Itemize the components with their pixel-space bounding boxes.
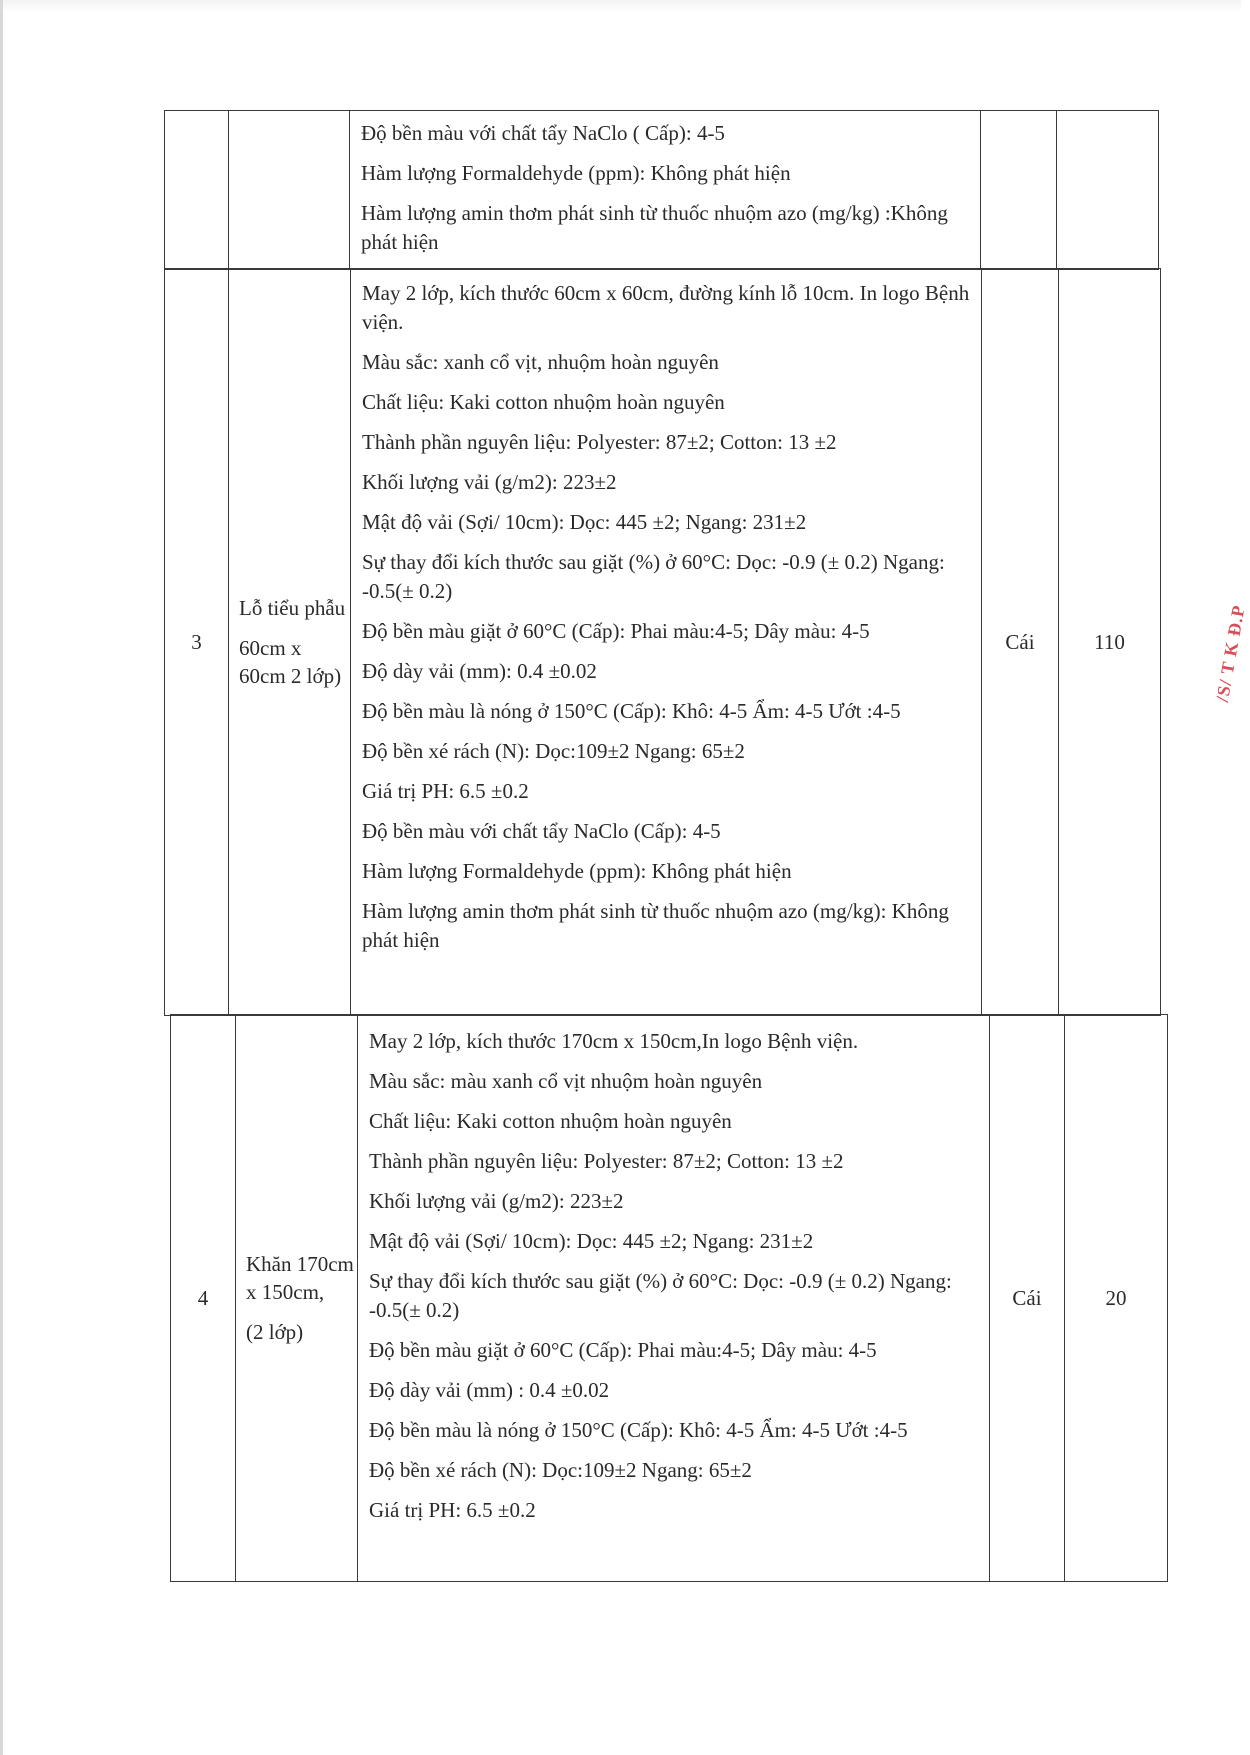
quantity-cell: 110: [1059, 269, 1161, 1016]
spec-line: Mật độ vải (Sợi/ 10cm): Dọc: 445 ±2; Ngang: 231±2: [369, 1229, 814, 1253]
spec-line: Mật độ vải (Sợi/ 10cm): Dọc: 445 ±2; Ngang: 231±2: [362, 510, 807, 534]
continuation-row: [164, 110, 1159, 270]
item-name-cell: [229, 269, 351, 1016]
spec-line: Độ bền màu giặt ở 60°C (Cấp): Phai màu:4-5; Dây màu: 4-5: [362, 619, 870, 643]
spec-line: Thành phần nguyên liệu: Polyester: 87±2; Cotton: 13 ±2: [369, 1149, 844, 1173]
spec-line: Độ bền màu với chất tẩy NaClo (Cấp): 4-5: [362, 819, 721, 843]
spec-line: Độ bền xé rách (N): Dọc:109±2 Ngang: 65±2: [369, 1458, 752, 1482]
spec-line: Khối lượng vải (g/m2): 223±2: [369, 1189, 624, 1213]
item-size: (2 lớp): [246, 1320, 304, 1344]
spec-line: Giá trị PH: 6.5 ±0.2: [369, 1498, 536, 1522]
spec-line: Giá trị PH: 6.5 ±0.2: [362, 779, 529, 803]
spec-cell: [358, 1015, 990, 1582]
stt-cell: [165, 111, 229, 270]
item-name: Khăn 170cm x 150cm,: [246, 1252, 354, 1304]
spec-line: Độ dày vải (mm): 0.4 ±0.02: [362, 659, 597, 683]
item-name-cell: [236, 1015, 358, 1582]
spec-line: Chất liệu: Kaki cotton nhuộm hoàn nguyên: [369, 1109, 732, 1133]
spec-cell: [351, 269, 982, 1016]
spec-line: Khối lượng vải (g/m2): 223±2: [362, 470, 617, 494]
spec-line: May 2 lớp, kích thước 60cm x 60cm, đường kính lỗ 10cm. In logo Bệnh viện.: [362, 281, 970, 334]
item-name: Lỗ tiểu phẫu: [239, 596, 346, 620]
spec-cell: [350, 111, 981, 270]
stt-cell: 4: [171, 1015, 236, 1582]
spec-line: Hàm lượng Formaldehyde (ppm): Không phát hiện: [361, 161, 791, 185]
spec-line: Độ bền màu là nóng ở 150°C (Cấp): Khô: 4-5 Ẩm: 4-5 Ướt :4-5: [369, 1418, 908, 1442]
stt-cell: 3: [165, 269, 229, 1016]
spec-line: Độ bền xé rách (N): Dọc:109±2 Ngang: 65±2: [362, 739, 745, 763]
spec-line: Độ bền màu với chất tẩy NaClo ( Cấp): 4-5: [361, 121, 725, 145]
quantity-cell: [1057, 111, 1159, 270]
spec-line: Độ bền màu là nóng ở 150°C (Cấp): Khô: 4-5 Ẩm: 4-5 Ướt :4-5: [362, 699, 901, 723]
unit-cell: [981, 111, 1057, 270]
red-stamp-fragment: /S/ T K Đ.P: [1212, 603, 1249, 704]
spec-line: Màu sắc: màu xanh cổ vịt nhuộm hoàn nguyên: [369, 1069, 763, 1093]
unit-cell: Cái: [990, 1015, 1065, 1582]
item-size: 60cm x 60cm 2 lớp): [239, 636, 342, 688]
name-cell: [229, 111, 350, 270]
spec-line: Độ bền màu giặt ở 60°C (Cấp): Phai màu:4-5; Dây màu: 4-5: [369, 1338, 877, 1362]
unit-cell: Cái: [982, 269, 1059, 1016]
spec-line: May 2 lớp, kích thước 170cm x 150cm,In logo Bệnh viện.: [369, 1029, 859, 1053]
spec-line: Chất liệu: Kaki cotton nhuộm hoàn nguyên: [362, 390, 725, 414]
quantity-cell: 20: [1065, 1015, 1168, 1582]
spec-line: Sự thay đổi kích thước sau giặt (%) ở 60°C: Dọc: -0.9 (± 0.2) Ngang: -0.5(± 0.2): [362, 550, 945, 603]
table-row-item-4: [170, 1014, 1168, 1582]
spec-line: Hàm lượng amin thơm phát sinh từ thuốc nhuộm azo (mg/kg): Không phát hiện: [362, 899, 949, 952]
spec-line: Hàm lượng amin thơm phát sinh từ thuốc nhuộm azo (mg/kg) :Không phát hiện: [361, 201, 948, 254]
spec-line: Sự thay đổi kích thước sau giặt (%) ở 60°C: Dọc: -0.9 (± 0.2) Ngang: -0.5(± 0.2): [369, 1269, 952, 1322]
spec-line: Độ dày vải (mm) : 0.4 ±0.02: [369, 1378, 610, 1402]
spec-line: Thành phần nguyên liệu: Polyester: 87±2; Cotton: 13 ±2: [362, 430, 837, 454]
table-row-item-3: [164, 268, 1161, 1016]
spec-line: Màu sắc: xanh cổ vịt, nhuộm hoàn nguyên: [362, 350, 719, 374]
spec-line: Hàm lượng Formaldehyde (ppm): Không phát hiện: [362, 859, 792, 883]
